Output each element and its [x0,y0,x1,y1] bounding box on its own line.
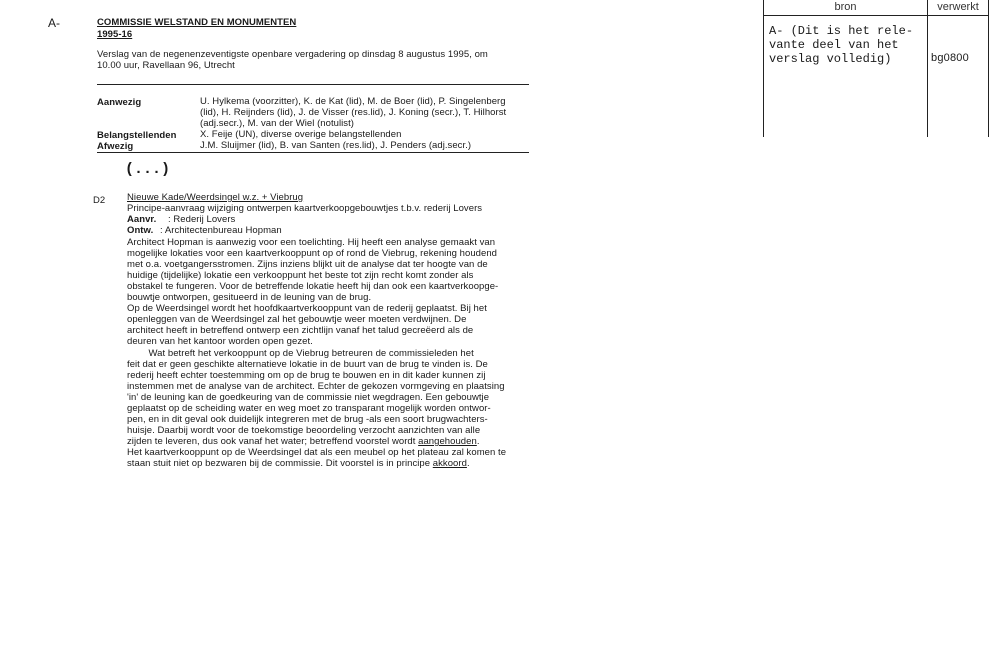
aanwezig-line-1: U. Hylkema (voorzitter), K. de Kat (lid), M. de Boer (lid), P. Singelenberg [200,96,506,107]
body-line: obstakel te fungeren. Voor de betreffende lokatie heeft hij dan ook een kaartverkoopge- [127,281,499,292]
body-line: geplaatst op de scheiding water en weg moet zo transparant mogelijk worden ontwor- [127,403,491,414]
header-divider [97,84,529,85]
aanwezig-line-3: (adj.secr.), M. van der Wiel (notulist) [200,118,354,129]
omission-mark: (...) [125,161,171,178]
body-line: met o.a. voetgangersstromen. Zijns inziens blijkt uit de analyse dat ter hoogte van de [127,259,488,270]
body-line: huidige (tijdelijke) lokatie een verkooppunt het beste tot zijn recht komt zonder als [127,270,474,281]
bron-note-line: A- (Dit is het rele- [769,24,914,38]
sidebar-header-divider [763,15,989,16]
afwezig-label: Afwezig [97,141,134,152]
body-line-text: zijden te leveren, dus ook vanaf het water; betreffend voorstel wordt [127,436,419,447]
aanwezig-line-2: (lid), H. Reijnders (lid), J. de Visser (res.lid), J. Koning (secr.), T. Hilhorst [200,107,507,118]
body-line: architect heeft in betreffend ontwerp een zichtlijn vanaf het talud gecreëerd als de [127,325,474,336]
body-line: deuren van het kantoor worden open gezet. [127,336,313,347]
column-header-verwerkt: verwerkt [937,1,979,13]
body-line-decision-2 [127,458,470,469]
afwezig-value: J.M. Sluijmer (lid), B. van Santen (res.lid), J. Penders (adj.secr.) [200,140,472,151]
period: . [476,436,480,447]
body-line: Op de Weerdsingel wordt het hoofdkaartverkooppunt van de rederij geplaatst. Bij het [127,303,487,314]
body-line: openleggen van de Weerdsingel zal het gebouwtje weer moeten verdwijnen. De [127,314,467,325]
body-line: feit dat er geen geschikte alternatieve lokatie in de buurt van de brug te vinden is. De [127,359,488,370]
aanvr-value: : Rederij Lovers [168,214,236,225]
aanwezig-label: Aanwezig [97,97,142,108]
sidebar-column-divider [927,0,928,137]
body-line: instemmen met de analyse van de architect. Echter de gekozen vormgeving en plaatsing [127,381,505,392]
body-line: mogelijke lokaties voor een kaartverkooppunt op of rond de Viebrug, rekening houdend [127,248,498,259]
item-code: D2 [93,195,106,206]
document-year: 1995-16 [97,29,133,40]
body-line: Het kaartverkooppunt op de Weerdsingel dat als een meubel op het plateau zal komen te [127,447,507,458]
belangstellenden-label: Belangstellenden [97,130,177,141]
body-line: pen, en in dit geval ook duidelijk integreren met de brug -als een soort brugwachters- [127,414,488,425]
body-line: huisje. Daarbij wordt voor de toekomstige beoordeling verzocht aanzichten van alle [127,425,481,436]
attendance-divider [97,152,529,153]
body-line: Wat betreft het verkooppunt op de Viebrug betreuren de commissieleden het [127,348,474,359]
bron-note-line: verslag volledig) [769,52,892,66]
body-line: 'in' de leuning kan de goedkeuring van de commissie niet wegdragen. Een gebouwtje [127,392,490,403]
column-header-bron: bron [834,1,857,13]
belangstellenden-value: X. Feije (UN), diverse overige belangstellenden [200,129,402,140]
bron-note [769,24,913,66]
intro-line-2: 10.00 uur, Ravellaan 96, Utrecht [97,60,235,71]
decision-aangehouden: aangehouden [418,436,477,447]
aanvr-label: Aanvr. [127,214,157,225]
bron-note-line: vante deel van het [769,38,899,52]
ontw-value: : Architectenbureau Hopman [160,225,282,236]
margin-mark: A- [48,16,60,30]
body-line: Architect Hopman is aanwezig voor een toelichting. Hij heeft een analyse gemaakt van [127,237,496,248]
period: . [466,458,470,469]
body-line: bouwtje ontworpen, gesitueerd in de leuning van de brug. [127,292,372,303]
intro-line-1: Verslag van de negenenzeventigste openbare vergadering op dinsdag 8 augustus 1995, om [97,49,488,60]
body-line-text: staan stuit niet op bezwaren bij de commissie. Dit voorstel is in principe [127,458,433,469]
sidebar-right-border [988,0,989,137]
body-line-decision-1 [127,436,480,447]
ontw-label: Ontw. [127,225,154,236]
body-line: rederij heeft echter toestemming om op de brug te bouwen en in dit kader kunnen zij [127,370,486,381]
verwerkt-code: bg0800 [931,52,969,64]
item-subtitle: Principe-aanvraag wijziging ontwerpen kaartverkoopgebouwtjes t.b.v. rederij Lovers [127,203,483,214]
sidebar-left-border [763,0,764,137]
item-title: Nieuwe Kade/Weerdsingel w.z. + Viebrug [127,192,304,203]
decision-akkoord: akkoord [432,458,467,469]
document-title: COMMISSIE WELSTAND EN MONUMENTEN [97,17,297,28]
